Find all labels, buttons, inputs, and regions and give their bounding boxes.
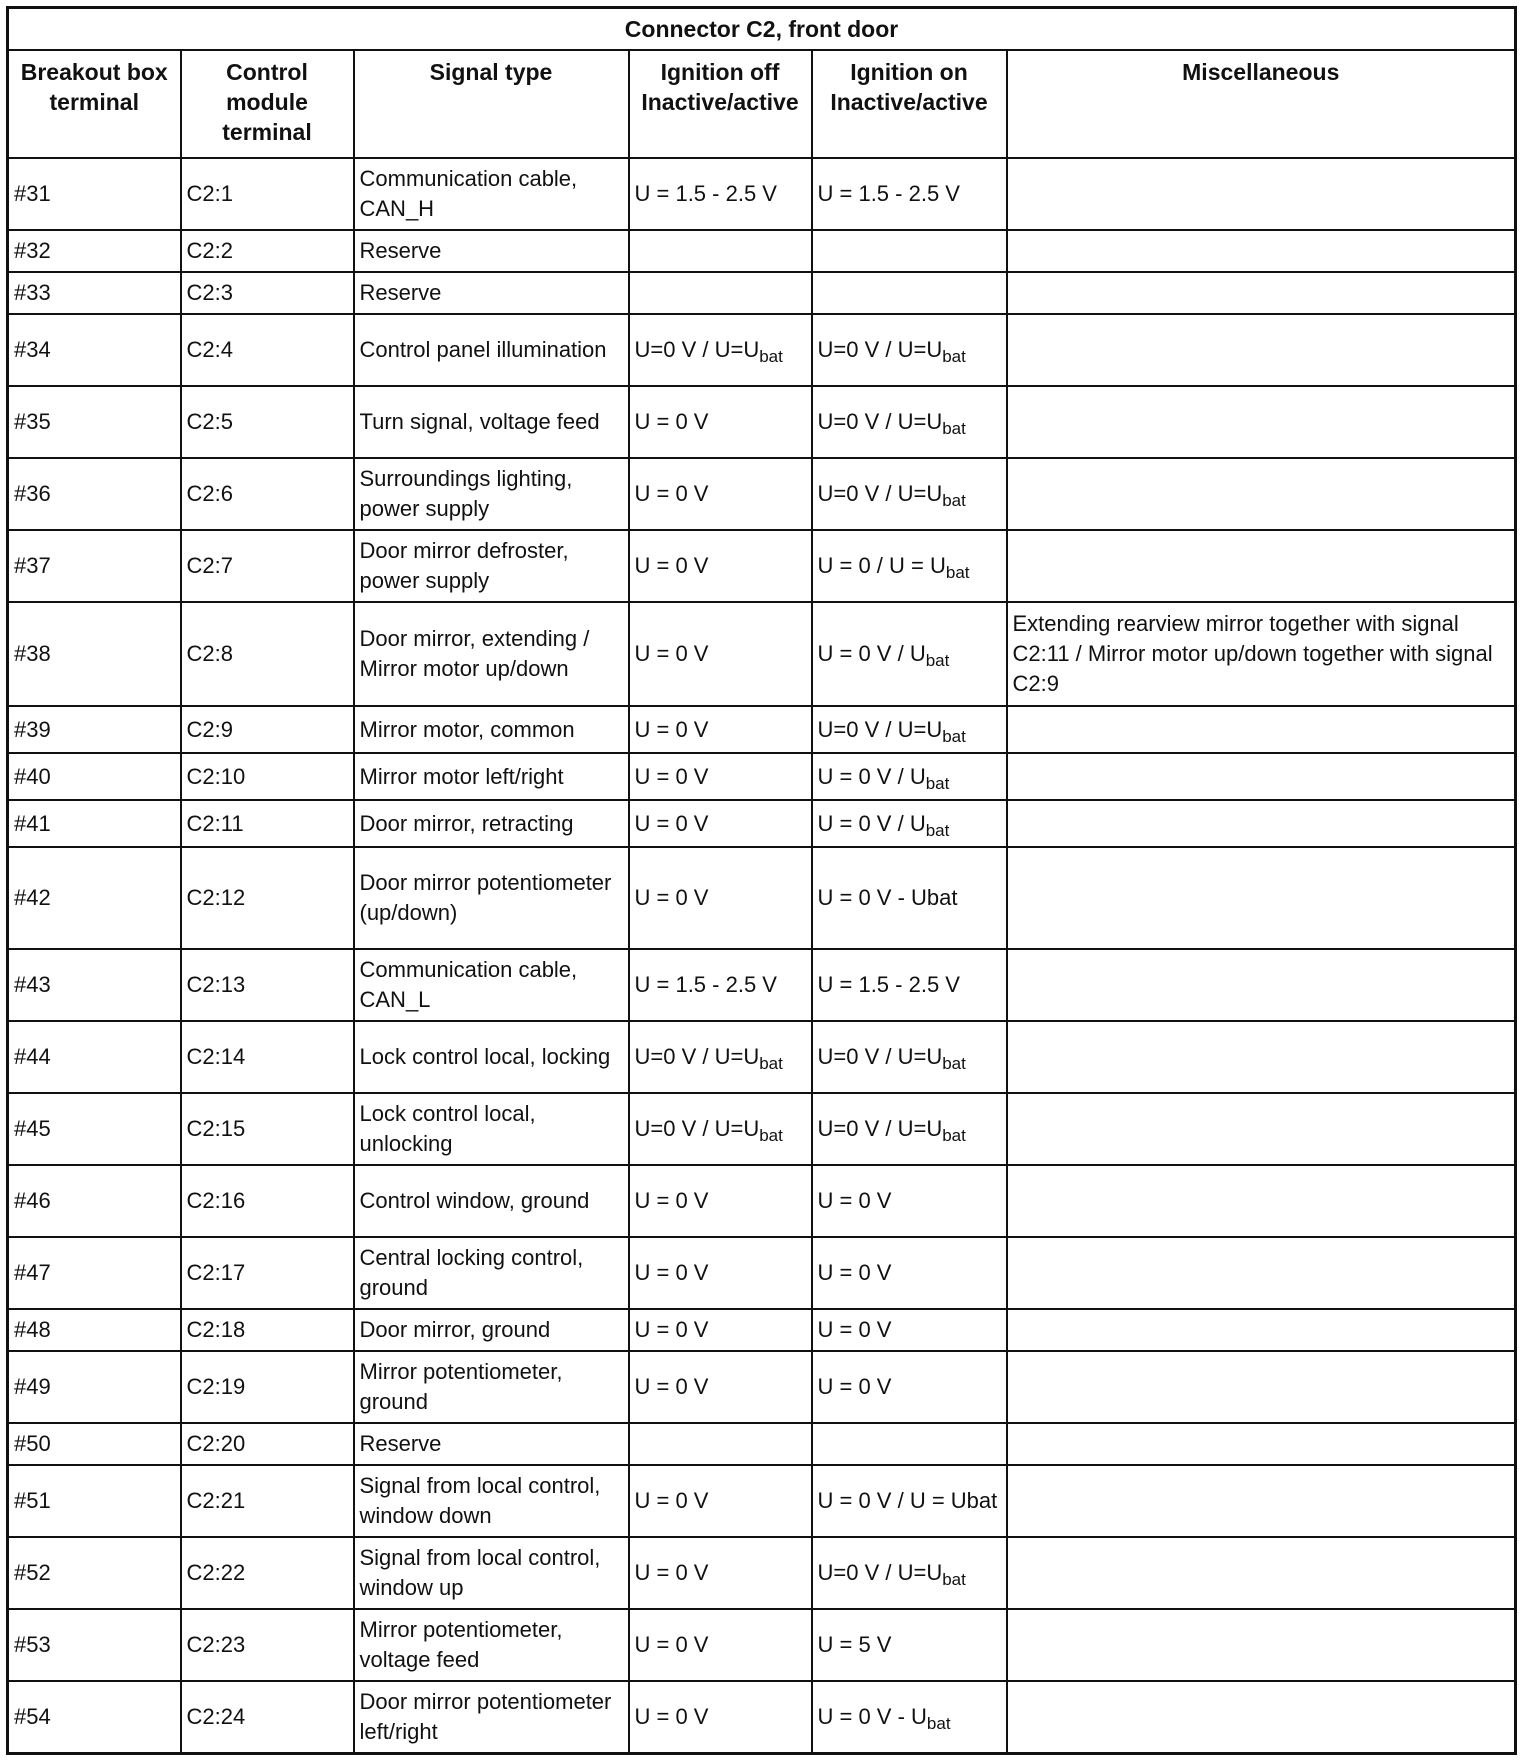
table-body — [8, 158, 1516, 1753]
ignition-off-cell — [629, 1021, 812, 1093]
value-text: U = 0 V — [634, 1188, 709, 1213]
signal-type-cell: Door mirror, ground — [354, 1309, 629, 1351]
value-subscript: bat — [925, 820, 950, 840]
breakout-box-terminal-cell: #49 — [8, 1351, 181, 1423]
ignition-off-cell — [629, 847, 812, 949]
signal-type-cell: Door mirror potentiometer left/right — [354, 1681, 629, 1753]
value-subscript: bat — [942, 726, 966, 746]
ignition-on-cell — [812, 458, 1007, 530]
ignition-on-cell — [812, 602, 1007, 706]
miscellaneous-cell: Extending rearview mirror together with signal C2:11 / Mirror motor up/down together with signal C2:9 — [1007, 602, 1516, 706]
column-header: Ignition on Inactive/active — [812, 50, 1007, 158]
value-text: U = 0 V — [634, 481, 709, 506]
value-text: U = 1.5 - 2.5 V — [634, 972, 777, 997]
value-text: U = 0 V - Ubat — [817, 885, 958, 910]
ignition-on-cell — [812, 1021, 1007, 1093]
table-row — [8, 230, 1516, 272]
ignition-off-cell — [629, 230, 812, 272]
ignition-on-cell — [812, 1537, 1007, 1609]
ignition-off-cell — [629, 1423, 812, 1465]
table-row — [8, 847, 1516, 949]
breakout-box-terminal-cell: #48 — [8, 1309, 181, 1351]
miscellaneous-cell — [1007, 949, 1516, 1021]
ignition-on-cell — [812, 847, 1007, 949]
signal-type-cell: Control window, ground — [354, 1165, 629, 1237]
ignition-off-cell — [629, 1681, 812, 1753]
ignition-on-cell — [812, 530, 1007, 602]
control-module-terminal-cell: C2:4 — [181, 314, 354, 386]
ignition-on-cell — [812, 1465, 1007, 1537]
breakout-box-terminal-cell: #43 — [8, 949, 181, 1021]
value-text: U=0 V / U=U — [817, 409, 943, 434]
ignition-on-cell — [812, 1237, 1007, 1309]
value-text: U = 0 V — [817, 1317, 892, 1342]
control-module-terminal-cell: C2:10 — [181, 753, 354, 800]
table-row — [8, 386, 1516, 458]
ignition-off-cell — [629, 949, 812, 1021]
ignition-on-cell — [812, 314, 1007, 386]
miscellaneous-cell — [1007, 1237, 1516, 1309]
control-module-terminal-cell: C2:13 — [181, 949, 354, 1021]
table-row — [8, 272, 1516, 314]
value-subscript: bat — [925, 773, 950, 793]
table-row — [8, 1165, 1516, 1237]
signal-type-cell: Door mirror defroster, power supply — [354, 530, 629, 602]
value-text: U = 0 V — [634, 716, 709, 742]
control-module-terminal-cell: C2:12 — [181, 847, 354, 949]
table-row — [8, 1021, 1516, 1093]
table-row — [8, 602, 1516, 706]
breakout-box-terminal-cell: #39 — [8, 706, 181, 753]
value-subscript: bat — [942, 419, 966, 438]
table-row — [8, 1093, 1516, 1165]
miscellaneous-cell — [1007, 230, 1516, 272]
value-text: U=0 V / U=U — [634, 337, 760, 362]
breakout-box-terminal-cell: #41 — [8, 800, 181, 847]
miscellaneous-cell — [1007, 1021, 1516, 1093]
breakout-box-terminal-cell: #40 — [8, 753, 181, 800]
control-module-terminal-cell: C2:1 — [181, 158, 354, 230]
miscellaneous-cell — [1007, 458, 1516, 530]
ignition-off-cell — [629, 158, 812, 230]
miscellaneous-cell — [1007, 800, 1516, 847]
breakout-box-terminal-cell: #44 — [8, 1021, 181, 1093]
ignition-on-cell — [812, 949, 1007, 1021]
miscellaneous-cell — [1007, 1423, 1516, 1465]
control-module-terminal-cell: C2:20 — [181, 1423, 354, 1465]
ignition-off-cell — [629, 458, 812, 530]
value-text: U = 0 V — [817, 1260, 892, 1285]
breakout-box-terminal-cell: #34 — [8, 314, 181, 386]
value-text: U = 0 V / U — [817, 641, 926, 666]
miscellaneous-cell — [1007, 1093, 1516, 1165]
miscellaneous-cell — [1007, 1165, 1516, 1237]
signal-type-cell: Signal from local control, window down — [354, 1465, 629, 1537]
value-text: U = 0 V — [634, 1317, 709, 1342]
miscellaneous-cell — [1007, 530, 1516, 602]
signal-type-cell: Reserve — [354, 1423, 629, 1465]
control-module-terminal-cell: C2:18 — [181, 1309, 354, 1351]
ignition-off-cell — [629, 706, 812, 753]
ignition-on-cell — [812, 753, 1007, 800]
breakout-box-terminal-cell: #33 — [8, 272, 181, 314]
value-text: U = 1.5 - 2.5 V — [817, 972, 960, 997]
ignition-on-cell — [812, 230, 1007, 272]
value-subscript: bat — [926, 1713, 951, 1733]
value-text: U = 0 V — [634, 641, 709, 666]
table-row — [8, 1237, 1516, 1309]
breakout-box-terminal-cell: #51 — [8, 1465, 181, 1537]
ignition-on-cell — [812, 1681, 1007, 1753]
control-module-terminal-cell: C2:24 — [181, 1681, 354, 1753]
signal-type-cell: Communication cable, CAN_L — [354, 949, 629, 1021]
miscellaneous-cell — [1007, 314, 1516, 386]
value-text: U = 5 V — [817, 1632, 892, 1657]
ignition-off-cell — [629, 602, 812, 706]
header-row — [8, 50, 1516, 158]
control-module-terminal-cell: C2:9 — [181, 706, 354, 753]
value-subscript: bat — [942, 491, 966, 510]
table-row — [8, 1309, 1516, 1351]
miscellaneous-cell — [1007, 1351, 1516, 1423]
value-text: U=0 V / U=U — [817, 481, 943, 506]
ignition-on-cell — [812, 800, 1007, 847]
ignition-off-cell — [629, 1609, 812, 1681]
document-page — [6, 6, 1517, 1755]
value-text: U = 0 V — [634, 1632, 709, 1657]
value-text: U = 0 V — [634, 1260, 709, 1285]
value-subscript: bat — [759, 347, 783, 366]
column-header: Signal type — [354, 50, 629, 158]
column-header: Breakout box terminal — [8, 50, 181, 158]
value-text: U = 0 V — [634, 1560, 709, 1585]
ignition-on-cell — [812, 1309, 1007, 1351]
value-text: U=0 V / U=U — [817, 1560, 943, 1585]
ignition-on-cell — [812, 1609, 1007, 1681]
control-module-terminal-cell: C2:23 — [181, 1609, 354, 1681]
value-text: U=0 V / U=U — [817, 337, 943, 362]
value-text: U = 0 V — [634, 1703, 709, 1729]
value-text: U = 0 V — [817, 1374, 892, 1399]
ignition-on-cell — [812, 386, 1007, 458]
value-text: U = 0 V / U — [817, 810, 926, 836]
breakout-box-terminal-cell: #37 — [8, 530, 181, 602]
miscellaneous-cell — [1007, 1309, 1516, 1351]
ignition-on-cell — [812, 1423, 1007, 1465]
table-row — [8, 1351, 1516, 1423]
miscellaneous-cell — [1007, 847, 1516, 949]
breakout-box-terminal-cell: #36 — [8, 458, 181, 530]
value-text: U=0 V / U=U — [817, 716, 943, 742]
ignition-on-cell — [812, 1165, 1007, 1237]
table-row — [8, 314, 1516, 386]
signal-type-cell: Control panel illumination — [354, 314, 629, 386]
value-subscript: bat — [759, 1126, 783, 1145]
breakout-box-terminal-cell: #31 — [8, 158, 181, 230]
signal-type-cell: Reserve — [354, 272, 629, 314]
control-module-terminal-cell: C2:6 — [181, 458, 354, 530]
column-header: Control module terminal — [181, 50, 354, 158]
breakout-box-terminal-cell: #53 — [8, 1609, 181, 1681]
ignition-off-cell — [629, 1165, 812, 1237]
value-text: U=0 V / U=U — [634, 1116, 760, 1141]
ignition-off-cell — [629, 530, 812, 602]
value-text: U = 0 V — [634, 409, 709, 434]
breakout-box-terminal-cell: #35 — [8, 386, 181, 458]
ignition-off-cell — [629, 314, 812, 386]
value-subscript: bat — [759, 1054, 783, 1073]
control-module-terminal-cell: C2:7 — [181, 530, 354, 602]
breakout-box-terminal-cell: #46 — [8, 1165, 181, 1237]
value-subscript: bat — [925, 651, 950, 670]
value-text: U=0 V / U=U — [634, 1044, 760, 1069]
control-module-terminal-cell: C2:19 — [181, 1351, 354, 1423]
control-module-terminal-cell: C2:8 — [181, 602, 354, 706]
signal-type-cell: Turn signal, voltage feed — [354, 386, 629, 458]
control-module-terminal-cell: C2:5 — [181, 386, 354, 458]
ignition-off-cell — [629, 1537, 812, 1609]
control-module-terminal-cell: C2:15 — [181, 1093, 354, 1165]
value-text: U = 0 V — [634, 885, 709, 910]
value-text: U = 0 V — [634, 1374, 709, 1399]
ignition-on-cell — [812, 272, 1007, 314]
miscellaneous-cell — [1007, 1537, 1516, 1609]
value-subscript: bat — [942, 1054, 966, 1073]
table-row — [8, 1423, 1516, 1465]
value-text: U=0 V / U=U — [817, 1116, 943, 1141]
signal-type-cell: Communication cable, CAN_H — [354, 158, 629, 230]
signal-type-cell: Surroundings lighting, power supply — [354, 458, 629, 530]
miscellaneous-cell — [1007, 1681, 1516, 1753]
table-row — [8, 949, 1516, 1021]
ignition-on-cell — [812, 1093, 1007, 1165]
breakout-box-terminal-cell: #32 — [8, 230, 181, 272]
table-title: Connector C2, front door — [8, 8, 1516, 51]
miscellaneous-cell — [1007, 706, 1516, 753]
value-subscript: bat — [942, 347, 966, 366]
miscellaneous-cell — [1007, 1609, 1516, 1681]
ignition-off-cell — [629, 1351, 812, 1423]
value-subscript: bat — [942, 1126, 966, 1145]
value-text: U = 0 V — [634, 810, 709, 836]
ignition-off-cell — [629, 386, 812, 458]
signal-type-cell: Door mirror, retracting — [354, 800, 629, 847]
value-subscript: bat — [942, 1570, 966, 1589]
value-text: U = 1.5 - 2.5 V — [634, 181, 777, 206]
breakout-box-terminal-cell: #50 — [8, 1423, 181, 1465]
signal-type-cell: Central locking control, ground — [354, 1237, 629, 1309]
ignition-on-cell — [812, 706, 1007, 753]
ignition-off-cell — [629, 800, 812, 847]
ignition-on-cell — [812, 158, 1007, 230]
control-module-terminal-cell: C2:21 — [181, 1465, 354, 1537]
miscellaneous-cell — [1007, 753, 1516, 800]
value-subscript: bat — [945, 563, 970, 582]
value-text: U = 0 / U = U — [817, 553, 946, 578]
value-text: U = 1.5 - 2.5 V — [817, 181, 960, 206]
breakout-box-terminal-cell: #42 — [8, 847, 181, 949]
table-row — [8, 1537, 1516, 1609]
value-text: U = 0 V / U — [817, 763, 926, 789]
miscellaneous-cell — [1007, 386, 1516, 458]
value-text: U = 0 V — [634, 553, 709, 578]
control-module-terminal-cell: C2:11 — [181, 800, 354, 847]
signal-type-cell: Lock control local, unlocking — [354, 1093, 629, 1165]
table-row — [8, 1609, 1516, 1681]
miscellaneous-cell — [1007, 1465, 1516, 1537]
ignition-off-cell — [629, 1309, 812, 1351]
signal-type-cell: Mirror motor, common — [354, 706, 629, 753]
table-row — [8, 158, 1516, 230]
control-module-terminal-cell: C2:2 — [181, 230, 354, 272]
column-header: Ignition off Inactive/active — [629, 50, 812, 158]
signal-type-cell: Mirror potentiometer, voltage feed — [354, 1609, 629, 1681]
table-row — [8, 800, 1516, 847]
connector-table — [6, 6, 1517, 1755]
signal-type-cell: Lock control local, locking — [354, 1021, 629, 1093]
signal-type-cell: Mirror potentiometer, ground — [354, 1351, 629, 1423]
column-header: Miscellaneous — [1007, 50, 1516, 158]
ignition-off-cell — [629, 1465, 812, 1537]
table-row — [8, 530, 1516, 602]
signal-type-cell: Reserve — [354, 230, 629, 272]
value-text: U = 0 V - U — [817, 1703, 927, 1729]
breakout-box-terminal-cell: #54 — [8, 1681, 181, 1753]
signal-type-cell: Mirror motor left/right — [354, 753, 629, 800]
value-text: U = 0 V — [817, 1188, 892, 1213]
ignition-off-cell — [629, 272, 812, 314]
table-row — [8, 753, 1516, 800]
table-row — [8, 458, 1516, 530]
signal-type-cell: Door mirror, extending / Mirror motor up/down — [354, 602, 629, 706]
control-module-terminal-cell: C2:17 — [181, 1237, 354, 1309]
control-module-terminal-cell: C2:16 — [181, 1165, 354, 1237]
table-row — [8, 1465, 1516, 1537]
ignition-on-cell — [812, 1351, 1007, 1423]
miscellaneous-cell — [1007, 272, 1516, 314]
control-module-terminal-cell: C2:14 — [181, 1021, 354, 1093]
value-text: U = 0 V / U = Ubat — [817, 1488, 998, 1513]
value-text: U = 0 V — [634, 1488, 709, 1513]
value-text: U=0 V / U=U — [817, 1044, 943, 1069]
breakout-box-terminal-cell: #47 — [8, 1237, 181, 1309]
value-text: U = 0 V — [634, 763, 709, 789]
miscellaneous-cell — [1007, 158, 1516, 230]
control-module-terminal-cell: C2:3 — [181, 272, 354, 314]
control-module-terminal-cell: C2:22 — [181, 1537, 354, 1609]
ignition-off-cell — [629, 753, 812, 800]
breakout-box-terminal-cell: #52 — [8, 1537, 181, 1609]
signal-type-cell: Signal from local control, window up — [354, 1537, 629, 1609]
table-row — [8, 1681, 1516, 1753]
signal-type-cell: Door mirror potentiometer (up/down) — [354, 847, 629, 949]
ignition-off-cell — [629, 1237, 812, 1309]
table-row — [8, 706, 1516, 753]
breakout-box-terminal-cell: #45 — [8, 1093, 181, 1165]
breakout-box-terminal-cell: #38 — [8, 602, 181, 706]
ignition-off-cell — [629, 1093, 812, 1165]
